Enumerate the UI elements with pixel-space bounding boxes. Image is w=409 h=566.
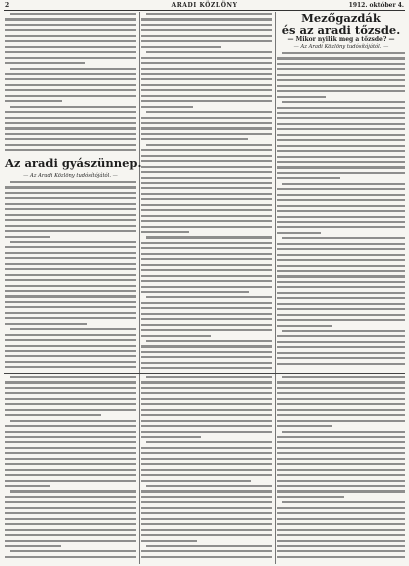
text-line (5, 392, 136, 394)
text-line (5, 18, 136, 20)
text-line (141, 209, 272, 211)
text-line (141, 534, 272, 536)
text-line (5, 208, 136, 210)
text-line (5, 186, 136, 188)
text-line (277, 96, 326, 98)
text-line (5, 144, 136, 146)
text-line (277, 292, 405, 294)
text-line (10, 328, 136, 330)
text-line (282, 501, 405, 503)
text-line (141, 387, 272, 389)
text-line (10, 376, 136, 378)
text-line (141, 138, 248, 140)
text-line (5, 111, 136, 113)
text-line (277, 308, 405, 310)
text-line (141, 414, 272, 416)
article-headline-right-line2: és az aradi tőzsde. (281, 23, 401, 37)
text-line (277, 420, 405, 422)
text-line (146, 51, 272, 53)
text-line (5, 122, 136, 124)
newspaper-title: ARADI KÖZLÖNY (171, 2, 238, 9)
text-line (277, 243, 405, 245)
text-line (5, 219, 136, 221)
text-line (277, 452, 405, 454)
text-line (5, 458, 136, 460)
text-line (282, 376, 405, 378)
text-line (5, 192, 136, 194)
text-line (141, 226, 272, 228)
text-line (5, 425, 136, 427)
text-line (141, 258, 272, 260)
text-line (282, 101, 405, 103)
text-line (277, 194, 405, 196)
text-line (277, 387, 405, 389)
text-line (277, 286, 405, 288)
text-line (277, 177, 340, 179)
text-line (141, 302, 272, 304)
text-line (10, 106, 136, 108)
text-line (141, 231, 189, 233)
text-line (277, 90, 405, 92)
text-line (141, 247, 272, 249)
text-line (141, 469, 272, 471)
text-line (5, 556, 136, 558)
text-line (277, 275, 405, 277)
text-line (141, 496, 272, 498)
text-line (141, 431, 272, 433)
text-line (141, 95, 272, 97)
text-line (141, 78, 272, 80)
text-line (277, 352, 405, 354)
text-line (5, 257, 136, 259)
text-line (282, 237, 405, 239)
text-line (5, 127, 136, 129)
text-line (141, 307, 272, 309)
text-line (277, 414, 405, 416)
text-line (5, 100, 62, 102)
text-line (141, 474, 272, 476)
text-line (5, 290, 136, 292)
text-line (5, 62, 85, 64)
text-line (141, 556, 272, 558)
text-line (5, 225, 136, 227)
text-line (277, 319, 405, 321)
text-line (146, 485, 272, 487)
text-line (141, 68, 272, 70)
text-line (141, 122, 272, 124)
text-line (277, 199, 405, 201)
text-line (141, 84, 272, 86)
article-byline-right: — Az Aradi Közlöny tudósítójától. — (293, 44, 389, 50)
text-line (141, 133, 272, 135)
text-line (141, 100, 272, 102)
text-line (5, 398, 136, 400)
text-line (277, 545, 405, 547)
text-line (141, 117, 272, 119)
text-line (5, 230, 136, 232)
text-line (141, 264, 272, 266)
text-line (277, 270, 405, 272)
text-line (277, 490, 405, 492)
text-line (146, 545, 272, 547)
text-line (282, 183, 405, 185)
text-line (141, 160, 272, 162)
text-line (277, 112, 405, 114)
text-line (277, 550, 405, 552)
text-line (5, 501, 136, 503)
text-line (141, 501, 272, 503)
text-line (5, 507, 136, 509)
text-line (277, 205, 405, 207)
text-line (5, 518, 136, 520)
text-line (141, 335, 211, 337)
text-line (5, 117, 136, 119)
text-line (141, 171, 272, 173)
text-line (277, 480, 405, 482)
text-line (277, 425, 332, 427)
text-line (5, 263, 136, 265)
text-line (146, 296, 272, 298)
text-line (141, 18, 272, 20)
text-line (277, 436, 405, 438)
text-line (141, 24, 272, 26)
text-line (5, 480, 136, 482)
text-line (141, 269, 272, 271)
text-line (141, 291, 249, 293)
text-line (277, 325, 332, 327)
text-line (10, 68, 136, 70)
text-line (277, 188, 405, 190)
text-line (141, 177, 272, 179)
text-line (146, 13, 272, 15)
text-line (5, 523, 136, 525)
text-line (141, 540, 197, 542)
text-line (277, 303, 405, 305)
text-line (5, 214, 136, 216)
text-line (5, 387, 136, 389)
text-line (5, 409, 136, 411)
text-line (277, 496, 344, 498)
text-line (141, 345, 272, 347)
text-line (277, 441, 405, 443)
text-line (141, 329, 272, 331)
text-line (141, 523, 272, 525)
text-line (277, 254, 405, 256)
text-line (277, 248, 405, 250)
column-divider-right (275, 12, 276, 564)
text-line (5, 133, 136, 135)
text-line (277, 161, 405, 163)
article-subtitle-right: — Mikor nyilik meg a tőzsde? — (287, 36, 395, 43)
text-line (277, 216, 405, 218)
text-line (141, 463, 272, 465)
text-line (141, 490, 272, 492)
text-line (277, 357, 405, 359)
text-line (141, 187, 272, 189)
text-line (277, 363, 405, 365)
text-line (277, 335, 405, 337)
text-line (5, 306, 136, 308)
text-line (277, 409, 405, 411)
text-line (277, 139, 405, 141)
text-line (141, 480, 251, 482)
text-line (277, 512, 405, 514)
text-line (5, 301, 136, 303)
text-line (5, 540, 136, 542)
text-line (5, 414, 101, 416)
text-line (277, 259, 405, 261)
text-line (10, 181, 136, 183)
text-line (141, 436, 201, 438)
text-line (141, 106, 193, 108)
text-line (282, 330, 405, 332)
text-line (5, 485, 50, 487)
text-line (277, 529, 405, 531)
text-line (5, 268, 136, 270)
text-line (277, 68, 405, 70)
text-line (277, 63, 405, 65)
text-line (277, 117, 405, 119)
text-line (141, 166, 272, 168)
text-line (146, 236, 272, 238)
text-line (5, 73, 136, 75)
text-line (141, 40, 272, 42)
text-line (141, 286, 272, 288)
text-line (5, 431, 136, 433)
text-line (141, 35, 272, 37)
text-line (277, 221, 405, 223)
text-line (5, 496, 136, 498)
text-line (277, 265, 405, 267)
text-line (5, 366, 136, 368)
text-line (5, 57, 136, 59)
text-line (141, 425, 272, 427)
text-line (141, 458, 272, 460)
text-line (277, 556, 405, 558)
text-line (5, 441, 136, 443)
text-line (277, 447, 405, 449)
text-line (277, 518, 405, 520)
text-line (5, 447, 136, 449)
text-line (277, 469, 405, 471)
text-line (141, 46, 221, 48)
article-headline-right-line1: Mezőgazdák (301, 11, 381, 25)
text-line (141, 367, 272, 369)
article-headline-left: Az aradi gyászünnep. (5, 156, 142, 170)
text-line (5, 339, 136, 341)
text-line (141, 253, 272, 255)
text-line (141, 447, 272, 449)
text-line (277, 150, 405, 152)
text-line (5, 29, 136, 31)
text-line (277, 392, 405, 394)
text-line (141, 73, 272, 75)
text-line (5, 323, 87, 325)
text-line (141, 62, 272, 64)
text-line (141, 29, 272, 31)
text-line (141, 324, 272, 326)
text-line (277, 281, 405, 283)
text-line (5, 403, 136, 405)
text-line (141, 529, 272, 531)
text-line (5, 40, 136, 42)
text-line (141, 512, 272, 514)
text-line (277, 226, 405, 228)
text-line (277, 172, 405, 174)
text-line (141, 198, 272, 200)
text-line (277, 297, 405, 299)
text-line (5, 469, 136, 471)
text-line (5, 138, 136, 140)
text-line (141, 220, 272, 222)
text-line (5, 46, 136, 48)
text-line (141, 381, 272, 383)
text-line (5, 317, 136, 319)
text-line (277, 232, 321, 234)
text-line (141, 351, 272, 353)
page-number: 2 (5, 2, 10, 9)
text-line (5, 361, 136, 363)
text-line (282, 431, 405, 433)
text-line (5, 246, 136, 248)
text-line (277, 74, 405, 76)
text-line (277, 79, 405, 81)
text-line (10, 490, 136, 492)
section-rule (4, 373, 405, 374)
text-line (277, 463, 405, 465)
text-line (141, 155, 272, 157)
text-line (5, 534, 136, 536)
text-line (277, 128, 405, 130)
article-byline-left: — Az Aradi Közlöny tudósítójától. — (23, 173, 118, 179)
text-line (277, 398, 405, 400)
text-line (277, 210, 405, 212)
text-line (5, 149, 136, 151)
text-line (277, 346, 405, 348)
text-line (146, 441, 272, 443)
text-line (277, 381, 405, 383)
text-line (141, 362, 272, 364)
text-line (141, 204, 272, 206)
text-line (5, 236, 50, 238)
text-line (5, 51, 136, 53)
text-line (5, 95, 136, 97)
text-line (141, 242, 272, 244)
text-line (10, 550, 136, 552)
text-line (5, 381, 136, 383)
text-line (5, 252, 136, 254)
text-line (277, 534, 405, 536)
text-line (141, 420, 272, 422)
text-line (5, 345, 136, 347)
text-line (10, 420, 136, 422)
text-line (146, 111, 272, 113)
text-line (146, 376, 272, 378)
text-line (141, 149, 272, 151)
text-line (5, 78, 136, 80)
text-line (10, 13, 136, 15)
text-line (141, 318, 272, 320)
column-divider-left (139, 12, 140, 564)
text-line (141, 127, 272, 129)
text-line (5, 474, 136, 476)
text-line (277, 156, 405, 158)
text-line (146, 340, 272, 342)
text-line (141, 403, 272, 405)
text-line (5, 436, 136, 438)
text-line (5, 197, 136, 199)
text-line (5, 279, 136, 281)
text-line (141, 452, 272, 454)
text-line (5, 545, 61, 547)
text-line (277, 107, 405, 109)
text-line (277, 474, 405, 476)
text-line (5, 350, 136, 352)
text-line (277, 166, 405, 168)
text-line (5, 35, 136, 37)
text-line (141, 518, 272, 520)
text-line (277, 57, 405, 59)
text-line (5, 24, 136, 26)
text-line (141, 193, 272, 195)
text-line (277, 523, 405, 525)
text-line (141, 275, 272, 277)
text-line (141, 89, 272, 91)
text-line (5, 452, 136, 454)
text-line (141, 398, 272, 400)
text-line (5, 274, 136, 276)
text-line (5, 89, 136, 91)
text-line (10, 241, 136, 243)
text-line (5, 285, 136, 287)
text-line (141, 356, 272, 358)
text-line (141, 215, 272, 217)
text-line (141, 507, 272, 509)
text-line (141, 57, 272, 59)
text-line (277, 134, 405, 136)
text-line (141, 392, 272, 394)
text-line (141, 182, 272, 184)
text-line (5, 203, 136, 205)
text-line (5, 512, 136, 514)
text-line (5, 295, 136, 297)
text-line (5, 355, 136, 357)
text-line (277, 458, 405, 460)
text-line (141, 409, 272, 411)
text-line (277, 403, 405, 405)
text-line (141, 550, 272, 552)
text-line (282, 52, 405, 54)
text-line (141, 313, 272, 315)
text-line (277, 145, 405, 147)
text-line (5, 463, 136, 465)
text-line (277, 341, 405, 343)
text-line (277, 540, 405, 542)
text-line (277, 123, 405, 125)
issue-date: 1912. október 4. (348, 2, 404, 9)
text-line (277, 85, 405, 87)
text-line (5, 312, 136, 314)
text-line (277, 485, 405, 487)
text-line (5, 529, 136, 531)
text-line (141, 280, 272, 282)
text-line (146, 144, 272, 146)
text-line (277, 314, 405, 316)
text-line (277, 507, 405, 509)
text-line (5, 334, 136, 336)
text-line (5, 84, 136, 86)
